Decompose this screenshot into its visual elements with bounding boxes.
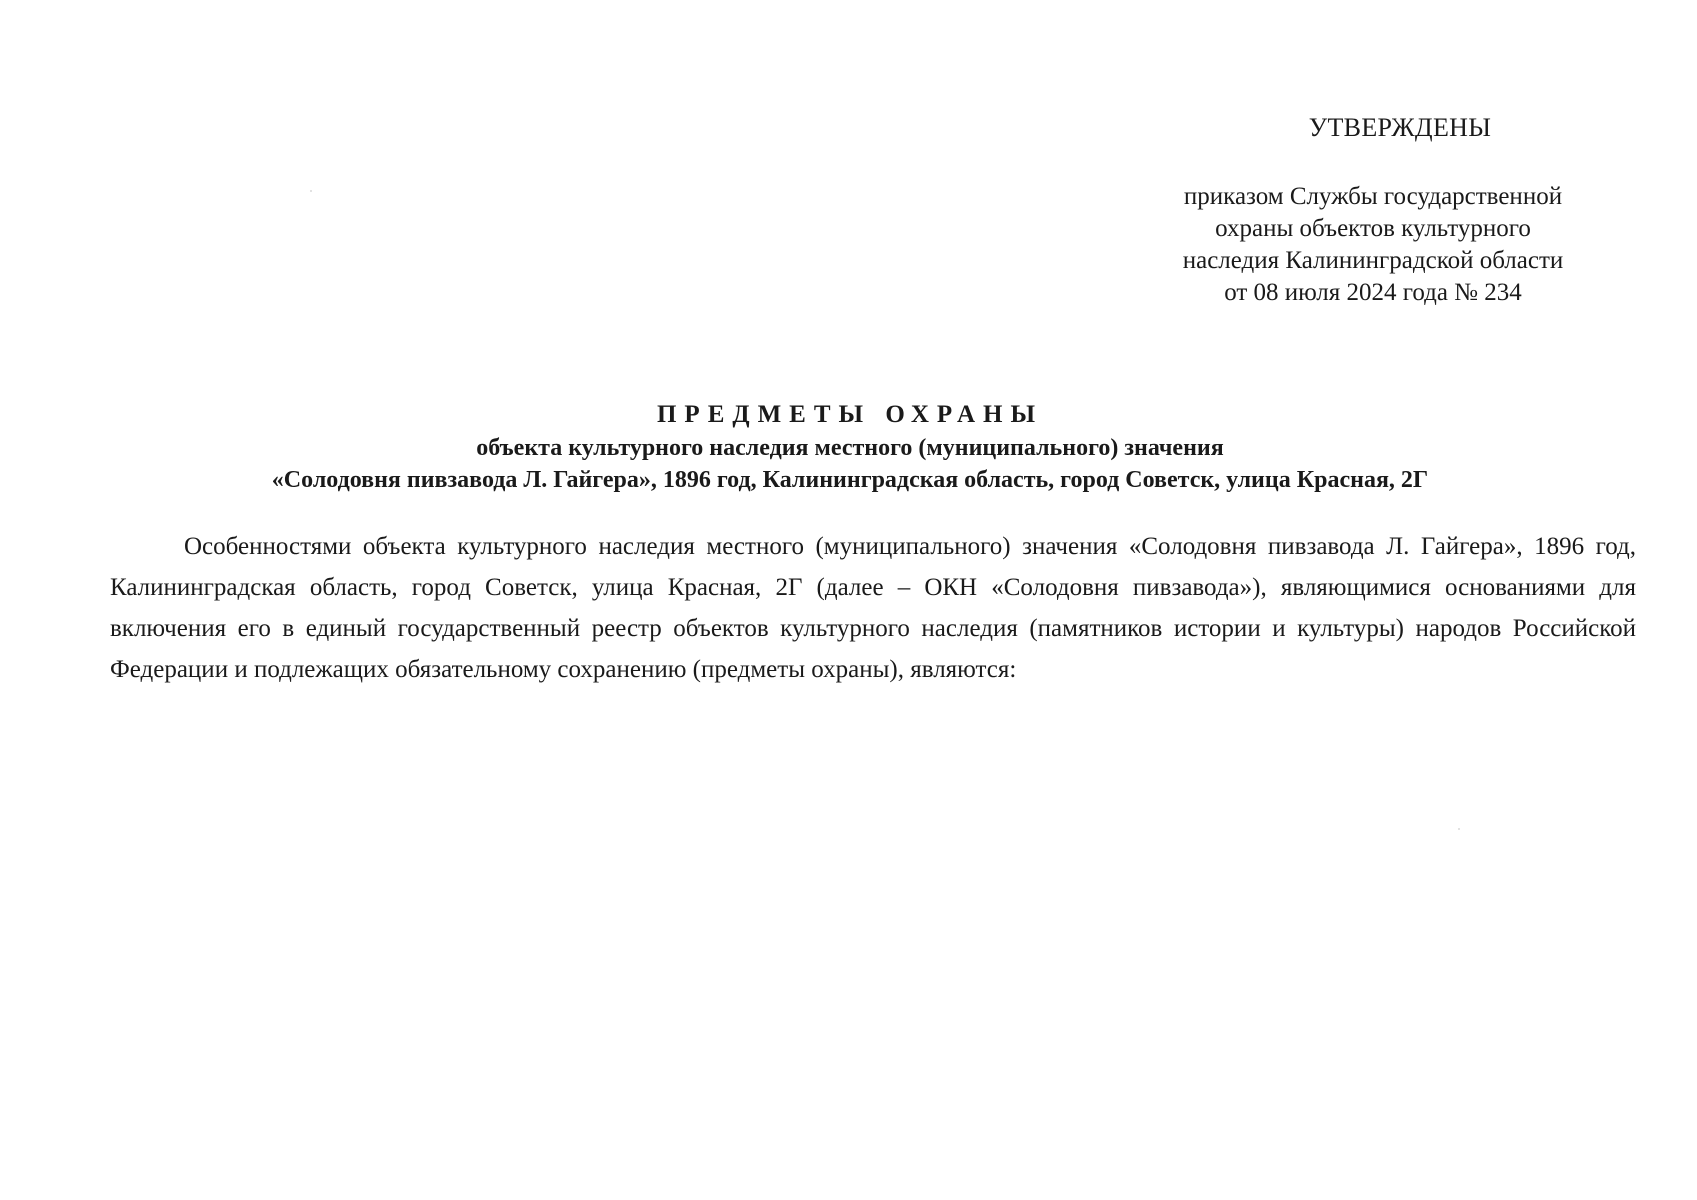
approval-line-order: приказом Службы государственной [1183,183,1563,210]
document-subtitle-line2: «Солодовня пивзавода Л. Гайгера», 1896 год, Калининградская область, город Советск, улица Красная, 2Г [271,467,1429,493]
approval-block [1150,181,1596,309]
document-heading [110,398,1590,496]
approval-line-date: от 08 июля 2024 года № 234 [1224,279,1522,306]
scan-speck [1458,828,1460,830]
scan-speck [310,190,312,192]
approval-title: УТВЕРЖДЕНЫ [1308,113,1492,142]
document-subtitle-line1: объекта культурного наследия местного (муниципального) значения [476,435,1224,461]
approval-line-protection: охраны объектов культурного [1215,215,1531,242]
document-title: ПРЕДМЕТЫ ОХРАНЫ [656,401,1043,428]
approval-line-region: наследия Калининградской области [1182,247,1564,274]
body-paragraph: Особенностями объекта культурного наследия местного (муниципального) значения «Солодовня пивзавода Л. Гайгера», 1896 год, Калининградская область, город Советск, улица Красная, 2Г (далее – ОКН «Солодовня пивзавода»), являющимися основаниями для включения его в единый государственный реестр объектов культурного наследия (памятников истории и культуры) народов Российской Федерации и подлежащих обязательному сохранению (предметы охраны), являются: [110,533,1636,683]
